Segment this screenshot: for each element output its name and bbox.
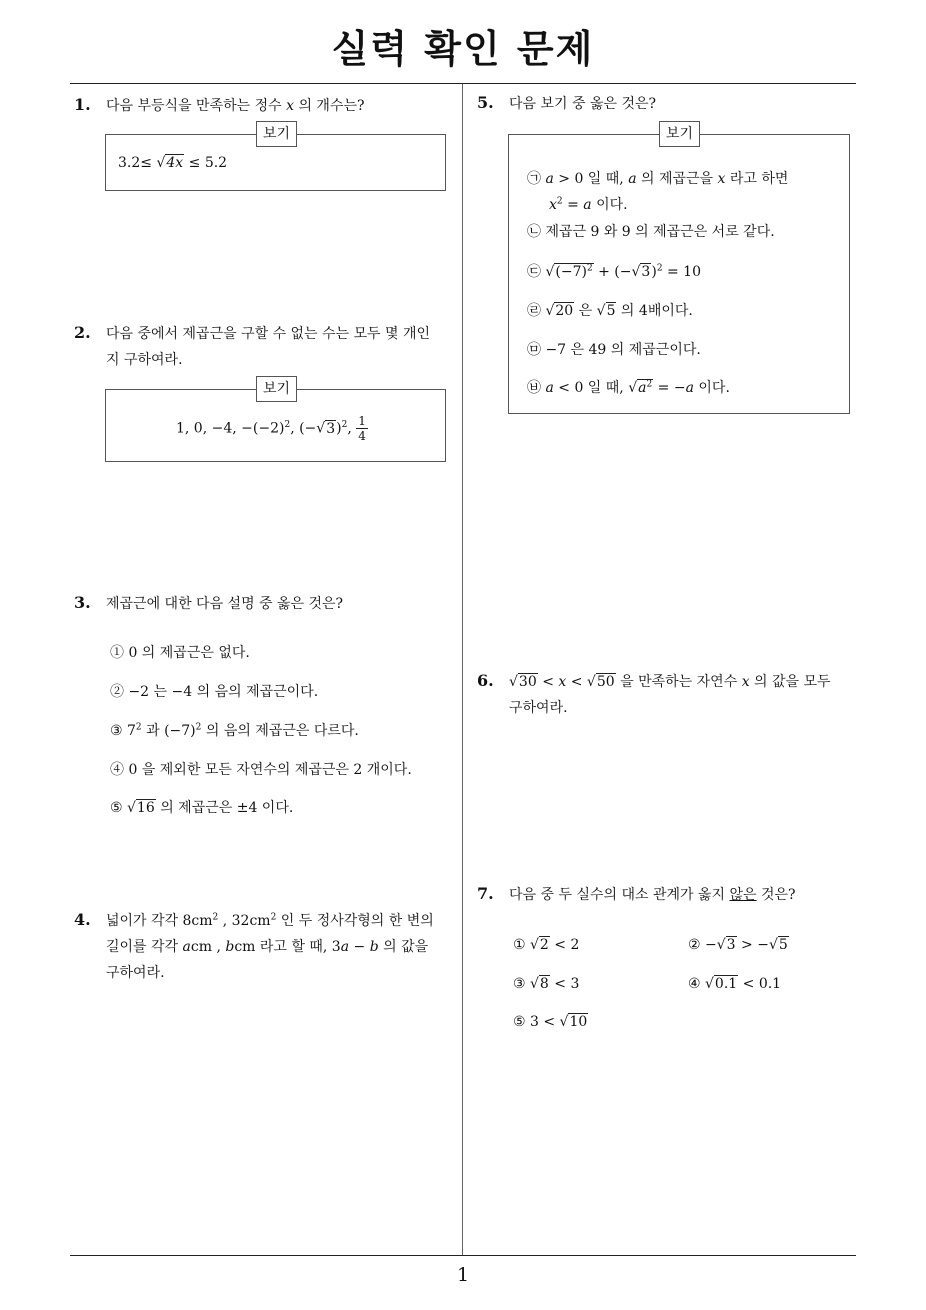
top-rule (70, 83, 856, 84)
bogi-box-2 (105, 381, 446, 462)
option-4: ④ √0.1 < 0.1 (688, 976, 782, 992)
question-number: 3. (74, 593, 91, 612)
question-number: 5. (477, 93, 494, 112)
question-number: 2. (74, 323, 91, 342)
bogi-content: 1, 0, −4, $-(-2)^2$, $(-√3)^2$, $\frac{1}{4}$ (176, 414, 366, 443)
bogi-item-d: ㉣ √20 은 √5 의 4배이다. (527, 303, 693, 319)
bottom-rule (70, 1255, 856, 1256)
page-title: 실력 확인 문제 (331, 27, 595, 71)
question-text: 제곱근에 대한 다음 설명 중 옳은 것은? (106, 596, 344, 612)
option-4: ④ 0 을 제외한 모든 자연수의 제곱근은 2 개이다. (110, 762, 412, 778)
question-text: 다음 중 두 실수의 대소 관계가 옳지 않은 것은? (509, 887, 796, 903)
question-text-cont: 구하여라. (509, 700, 568, 716)
question-text-cont: 구하여라. (106, 965, 165, 981)
option-5: ⑤ √16 의 제곱근은 ±4 이다. (110, 800, 294, 816)
page-number: 1 (456, 1264, 470, 1286)
option-1: ① √2 < 2 (513, 937, 580, 953)
bogi-content: 3.2≤ √4x ≤ 5.2 (118, 155, 228, 171)
option-2: ② −√3 > −√5 (688, 937, 788, 953)
bogi-label: 보기 (256, 376, 297, 402)
bogi-item-f: ㉥ a < 0 일 때, $√a^2 = -a$ 이다. (527, 379, 730, 396)
question-text-cont: 지 구하여라. (106, 352, 183, 368)
question-text: 다음 중에서 제곱근을 구할 수 없는 수는 모두 몇 개인 (106, 326, 431, 342)
question-text: √30 < x < √50 을 만족하는 자연수 x 의 값을 모두 (509, 674, 831, 690)
bogi-label: 보기 (256, 121, 297, 147)
bogi-item-a: ㉠ a > 0 일 때, a 의 제곱근을 x 라고 하면 (527, 171, 789, 187)
bogi-item-b: ㉡ 제곱근 9 와 9 의 제곱근은 서로 같다. (527, 224, 775, 240)
question-text-cont: 길이를 각각 acm , bcm 라고 할 때, 3a − b 의 값을 (106, 939, 429, 955)
bogi-label: 보기 (659, 121, 700, 147)
question-text: 다음 부등식을 만족하는 정수 x 의 개수는? (106, 98, 365, 114)
option-2: ② −2 는 −4 의 음의 제곱근이다. (110, 684, 319, 700)
question-number: 6. (477, 671, 494, 690)
column-divider (462, 84, 463, 1256)
question-number: 7. (477, 884, 494, 903)
option-3: ③ √8 < 3 (513, 976, 580, 992)
bogi-box-1 (105, 126, 446, 191)
option-5: ⑤ 3 < √10 (513, 1014, 588, 1030)
question-text: 다음 보기 중 옳은 것은? (509, 96, 657, 112)
option-1: ① 0 의 제곱근은 없다. (110, 645, 250, 661)
bogi-box-5 (508, 126, 850, 414)
bogi-item-c: ㉢ $√(-7)^2 + (-√3)^2 = 10$ (527, 263, 701, 280)
option-3: ③ $7^2$ 과 $(-7)^2$ 의 음의 제곱근은 다르다. (110, 722, 359, 739)
question-text: 넓이가 각각 $8cm^2$ , $32cm^2$ 인 두 정사각형의 한 변의 (106, 912, 434, 929)
bogi-item-e: ㉤ −7 은 49 의 제곱근이다. (527, 342, 701, 358)
question-number: 1. (74, 95, 91, 114)
question-number: 4. (74, 910, 91, 929)
bogi-item-a-cont: $x^2 = a$ 이다. (549, 196, 628, 213)
